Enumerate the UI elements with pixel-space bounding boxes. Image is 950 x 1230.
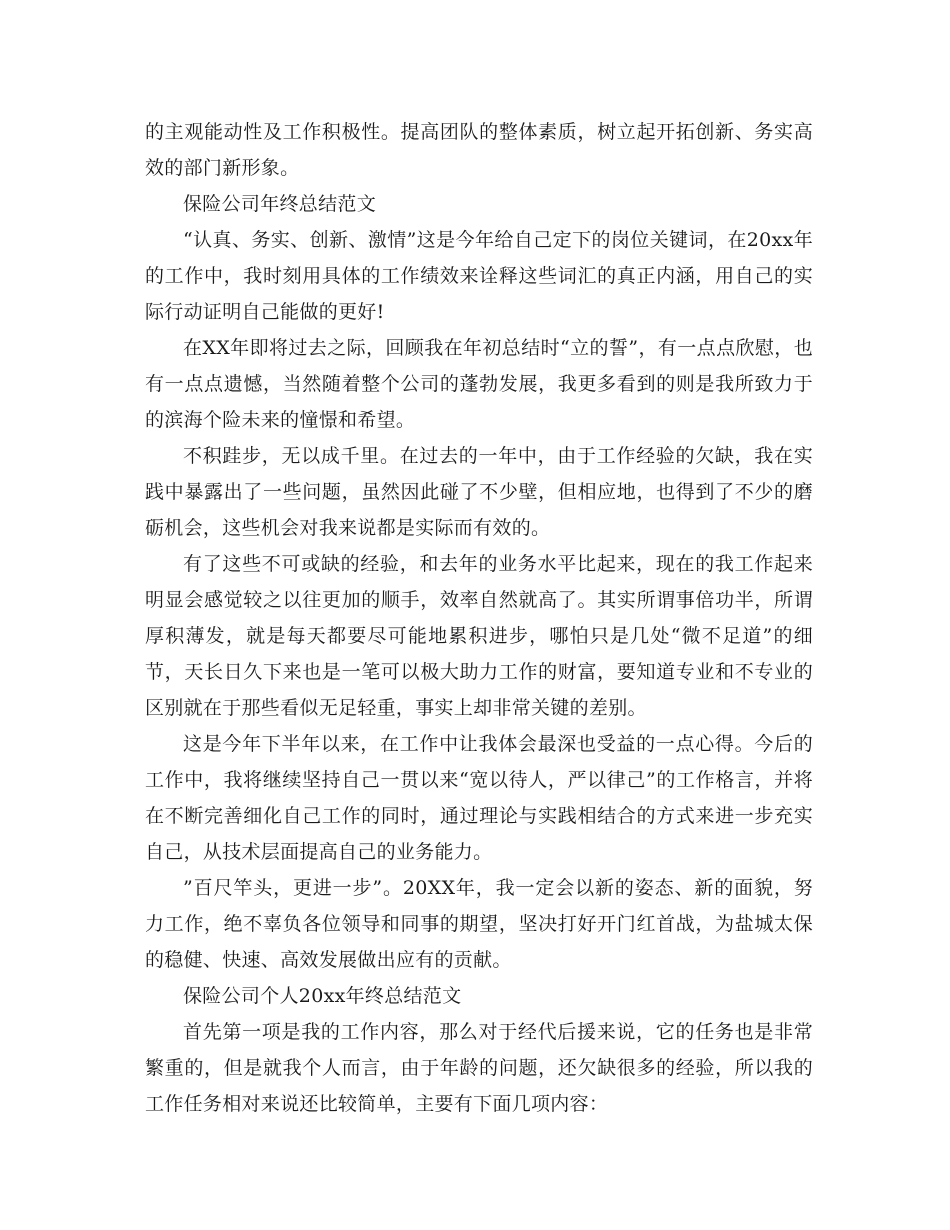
paragraph: 在XX年即将过去之际，回顾我在年初总结时“立的誓”，有一点点欣慰，也有一点点遗憾，当然随着整个公司的蓬勃发展，我更多看到的则是我所致力于的滨海个险未来的憧憬和希望。 [145, 337, 813, 431]
section-title: 保险公司个人20xx年终总结范文 [183, 985, 462, 1007]
section-title: 保险公司年终总结范文 [183, 193, 377, 215]
paragraph: ”百尺竿头，更进一步”。20XX年，我一定会以新的姿态、新的面貌，努力工作，绝不辜负各位领导和同事的期望，坚决打好开门红首战，为盐城太保的稳健、快速、高效发展做出应有的贡献。 [145, 877, 813, 971]
document-body [145, 114, 813, 1122]
paragraph: 首先第一项是我的工作内容，那么对于经代后援来说，它的任务也是非常繁重的，但是就我个人而言，由于年龄的问题，还欠缺很多的经验，所以我的工作任务相对来说还比较简单，主要有下面几项内容： [145, 1021, 813, 1115]
paragraph: 不积跬步，无以成千里。在过去的一年中，由于工作经验的欠缺，我在实践中暴露出了一些问题，虽然因此碰了不少壁，但相应地，也得到了不少的磨砺机会，这些机会对我来说都是实际而有效的。 [145, 445, 813, 539]
paragraph-continuation: 的主观能动性及工作积极性。提高团队的整体素质，树立起开拓创新、务实高效的部门新形象。 [145, 121, 813, 179]
paragraph: 这是今年下半年以来，在工作中让我体会最深也受益的一点心得。今后的工作中，我将继续坚持自己一贯以来“宽以待人，严以律己”的工作格言，并将在不断完善细化自己工作的同时，通过理论与实践相结合的方式来进一步充实自己，从技术层面提高自己的业务能力。 [145, 733, 813, 863]
paragraph: “认真、务实、创新、激情”这是今年给自己定下的岗位关键词，在20xx年的工作中，我时刻用具体的工作绩效来诠释这些词汇的真正内涵，用自己的实际行动证明自己能做的更好! [145, 229, 813, 323]
paragraph: 有了这些不可或缺的经验，和去年的业务水平比起来，现在的我工作起来明显会感觉较之以往更加的顺手，效率自然就高了。其实所谓事倍功半，所谓厚积薄发，就是每天都要尽可能地累积进步，哪怕只是几处“微不足道”的细节，天长日久下来也是一笔可以极大助力工作的财富，要知道专业和不专业的区别就在于那些看似无足轻重，事实上却非常关键的差别。 [145, 553, 813, 719]
